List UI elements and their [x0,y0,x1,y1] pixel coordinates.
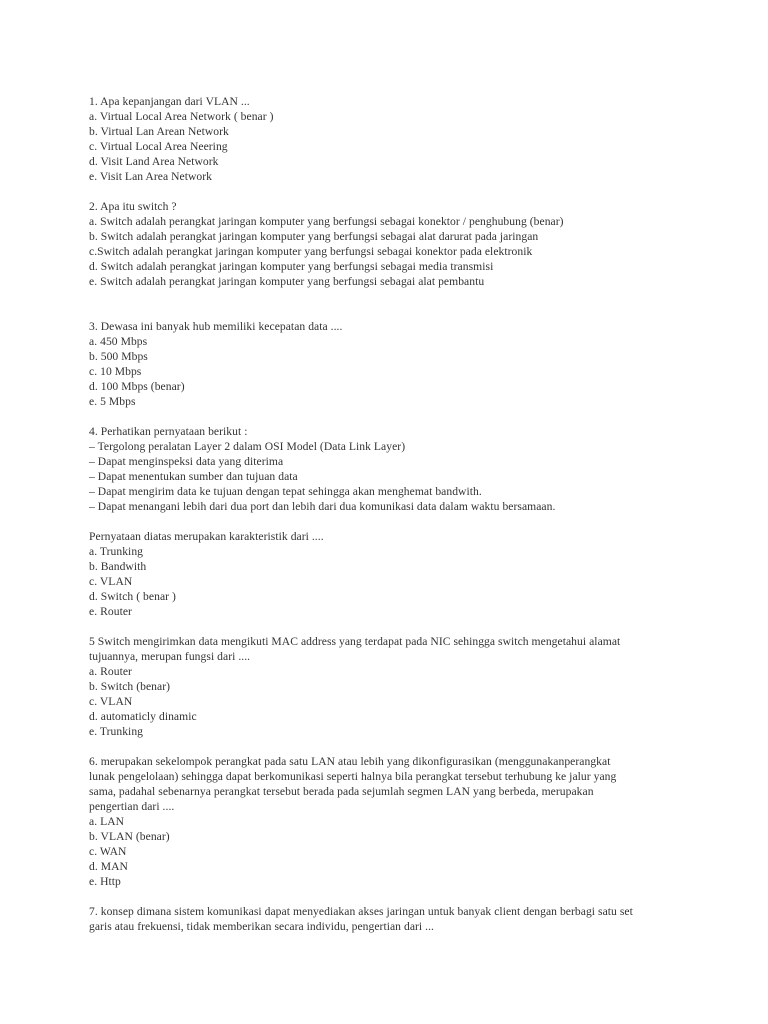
question-5-option-c: c. VLAN [89,695,133,708]
question-4-statement-2: – Dapat menginspeksi data yang diterima [89,455,284,468]
question-4-statement-3: – Dapat menentukan sumber dan tujuan data [89,470,298,483]
question-2-option-b: b. Switch adalah perangkat jaringan komputer yang berfungsi sebagai alat darurat pada jaringan [89,230,539,243]
question-5-option-d: d. automaticly dinamic [89,710,197,723]
question-2 [89,199,729,289]
question-5 [89,634,729,739]
question-5-option-a: a. Router [89,665,132,678]
question-4-prompt: Pernyataan diatas merupakan karakteristik dari .... [89,530,324,543]
question-2-option-a: a. Switch adalah perangkat jaringan komputer yang berfungsi sebagai konektor / penghubung (benar) [89,215,564,228]
question-4-option-b: b. Bandwith [89,560,147,573]
question-6-option-d: d. MAN [89,860,128,873]
question-6-option-a: a. LAN [89,815,125,828]
question-1-option-b: b. Virtual Lan Arean Network [89,125,229,138]
question-4-text: 4. Perhatikan pernyataan berikut : [89,425,248,438]
question-4-statement-1: – Tergolong peralatan Layer 2 dalam OSI Model (Data Link Layer) [89,440,406,453]
question-2-text: 2. Apa itu switch ? [89,200,177,213]
question-3-option-d: d. 100 Mbps (benar) [89,380,185,393]
question-1-option-a: a. Virtual Local Area Network ( benar ) [89,110,274,123]
question-5-text-line-1: 5 Switch mengirimkan data mengikuti MAC address yang terdapat pada NIC sehingga switch mengetahui alamat [89,635,621,648]
question-6 [89,754,729,889]
question-1 [89,94,729,184]
question-6-text-line-4: pengertian dari .... [89,800,175,813]
question-4-statement-4: – Dapat mengirim data ke tujuan dengan tepat sehingga akan menghemat bandwith. [89,485,482,498]
question-6-option-e: e. Http [89,875,121,888]
question-5-option-e: e. Trunking [89,725,144,738]
question-4-statement-5: – Dapat menangani lebih dari dua port dan lebih dari dua komunikasi data dalam waktu bersamaan. [89,500,556,513]
question-7 [89,904,729,934]
question-7-text-line-2: garis atau frekuensi, tidak memberikan secara individu, pengertian dari ... [89,920,434,933]
question-6-option-c: c. WAN [89,845,127,858]
question-1-text: 1. Apa kepanjangan dari VLAN ... [89,95,250,108]
question-3-option-c: c. 10 Mbps [89,365,142,378]
question-4 [89,424,729,619]
question-2-option-d: d. Switch adalah perangkat jaringan komputer yang berfungsi sebagai media transmisi [89,260,494,273]
question-4-option-d: d. Switch ( benar ) [89,590,176,603]
question-3-option-b: b. 500 Mbps [89,350,148,363]
question-6-option-b: b. VLAN (benar) [89,830,170,843]
question-5-text-line-2: tujuannya, merupan fungsi dari .... [89,650,251,663]
question-3-option-a: a. 450 Mbps [89,335,148,348]
question-3-option-e: e. 5 Mbps [89,395,136,408]
question-2-option-e: e. Switch adalah perangkat jaringan komputer yang berfungsi sebagai alat pembantu [89,275,485,288]
question-1-option-e: e. Visit Lan Area Network [89,170,213,183]
question-4-option-c: c. VLAN [89,575,133,588]
question-3-text: 3. Dewasa ini banyak hub memiliki kecepatan data .... [89,320,343,333]
question-3 [89,319,729,409]
question-4-option-a: a. Trunking [89,545,144,558]
question-6-text-line-3: sama, padahal sebenarnya perangkat tersebut berada pada sejumlah segmen LAN yang berbeda, merupakan [89,785,594,798]
quiz-content [89,94,729,934]
question-4-option-e: e. Router [89,605,132,618]
question-2-option-c: c.Switch adalah perangkat jaringan komputer yang berfungsi sebagai konektor pada elektronik [89,245,533,258]
question-6-text-line-1: 6. merupakan sekelompok perangkat pada satu LAN atau lebih yang dikonfigurasikan (menggunakanperangkat [89,755,611,768]
question-7-text-line-1: 7. konsep dimana sistem komunikasi dapat menyediakan akses jaringan untuk banyak client dengan berbagi satu set [89,905,633,918]
question-1-option-c: c. Virtual Local Area Neering [89,140,228,153]
question-5-option-b: b. Switch (benar) [89,680,171,693]
question-6-text-line-2: lunak pengelolaan) sehingga dapat berkomunikasi seperti halnya bila perangkat tersebut terhubung ke jalur yang [89,770,617,783]
question-1-option-d: d. Visit Land Area Network [89,155,219,168]
